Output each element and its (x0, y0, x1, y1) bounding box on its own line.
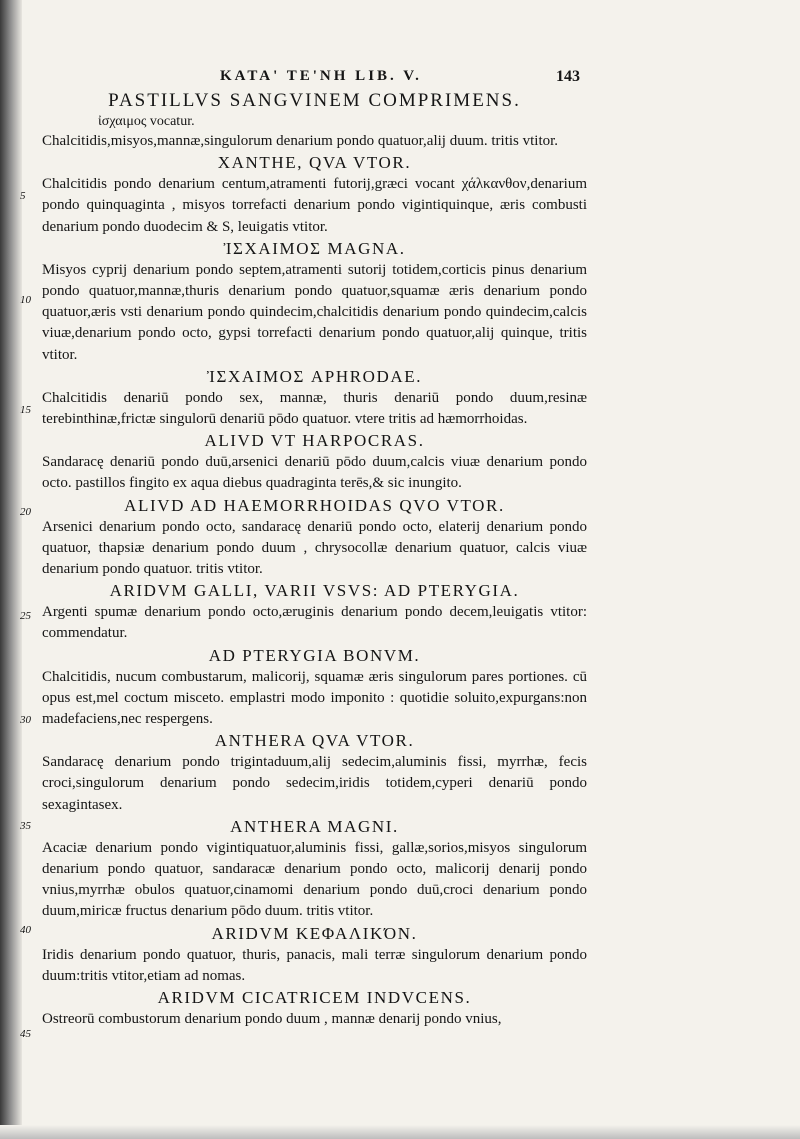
section-heading: ANTHERA MAGNI. (230, 816, 399, 836)
section-heading: ALIVD VT HARPOCRAS. (204, 431, 425, 451)
section-text: Misyos cyprij denarium pondo septem,atramenti sutorij totidem,corticis pinus denarium pondo quatuor,mannæ,thuris denarium pondo quatuor,squamæ æris denarium pondo quatuor,æris vsti denarium pondo quindecim,chalcitidis denarium pondo quindecim,calcis viuæ,denarium pondo octo, gypsi torrefacti denarium pondo quatuor,alij quinque, tritis vtitor. (42, 261, 587, 363)
section-heading: ARIDVM GALLI, VARII VSVS: AD PTERYGIA. (109, 581, 520, 601)
recipe-section (42, 430, 587, 494)
line-number: 45 (20, 1028, 31, 1040)
line-number: 25 (20, 610, 31, 622)
section-heading: ARIDVM CICATRICEM INDVCENS. (157, 988, 472, 1008)
line-number: 20 (20, 506, 31, 518)
recipe-section (42, 580, 587, 644)
running-title: KATA' TE'NH LIB. V. (220, 68, 422, 84)
recipe-section (42, 816, 587, 923)
line-number: 10 (20, 294, 31, 306)
recipe-section (42, 366, 587, 430)
line-number: 40 (20, 924, 31, 936)
line-number: 35 (20, 820, 31, 832)
section-heading: AD PTERYGIA BONVM. (208, 645, 421, 665)
section-text: Argenti spumæ denarium pondo octo,æruginis denarium pondo decem,leuigatis vtitor: commendatur. (42, 604, 587, 642)
section-text: Sandaracę denariū pondo duū,arsenici denariū pōdo duum,calcis viuæ denarium pondo octo. pastillos fingito ex aqua diebus quadraginta terēs,& sic inungito. (42, 454, 587, 492)
recipe-section (42, 645, 587, 731)
running-header (110, 68, 580, 90)
recipe-section (42, 152, 587, 238)
page-gutter-shadow (0, 0, 22, 1139)
section-heading: ARIDVM ΚΕΦΑΛΙΚΌΝ. (211, 923, 418, 943)
recipe-section (42, 495, 587, 581)
line-number: 15 (20, 404, 31, 416)
section-text: Chalcitidis pondo denarium centum,atramenti futorij,græci vocant χάλκανθον,denarium pondo quinquaginta , misyos torrefacti denarium pondo vigintiquinque, æris combusti denarium pondo duodecim & S, leuigatis vtitor. (42, 176, 587, 235)
section-text: Arsenici denarium pondo octo, sandaracę denariū pondo octo, elaterij denarium pondo quatuor, thapsiæ denarium pondo duum , chrysocollæ denarium quatuor, calcis viuæ denarium pondo quatuor. tritis vtitor. (42, 518, 587, 578)
section-text: Chalcitidis, nucum combustarum, malicorij, squamæ æris singulorum pares portiones. cū opus est,mel coctum misceto. emplastri modo imponito : quotidie soluito,expurgans:non madefaciens,nec respergens. (42, 668, 587, 728)
section-text: Iridis denarium pondo quatuor, thuris, panacis, mali terræ singulorum denarium pondo duum:tritis vtitor,etiam ad nomas. (42, 946, 587, 984)
section-heading: ANTHERA QVA VTOR. (214, 731, 415, 751)
section-text: Acaciæ denarium pondo vigintiquatuor,aluminis fissi, gallæ,sorios,misyos singulorum denarium pondo quatuor, sandaracæ denarium pondo octo, malicorij denarij pondo vnius,myrrhæ obulos quatuor,cinamomi denarium pondo duū,croci denarium pondo duum,miricæ fructus denarium pōdo duum. tritis vtitor. (42, 839, 587, 920)
section-text: Sandaracę denarium pondo trigintaduum,alij sedecim,aluminis fissi, myrrhæ, fecis croci,singulorum denarium pondo sedecim,iridis totidem,cyperi denariū pondo sexagintasex. (42, 754, 587, 813)
section-subline: ἰσχαιμος vocatur. (98, 114, 195, 129)
recipe-section (42, 730, 587, 816)
section-heading: XANTHE, QVA VTOR. (217, 153, 412, 173)
line-number: 30 (20, 714, 31, 726)
recipe-section (42, 90, 587, 152)
page-number: 143 (556, 68, 580, 85)
recipe-section (42, 923, 587, 987)
recipe-section (42, 987, 587, 1030)
page-bottom-edge (0, 1125, 800, 1139)
recipe-text-block (42, 90, 587, 1030)
line-number: 5 (20, 190, 26, 202)
section-text: Chalcitidis denariū pondo sex, mannæ, thuris denariū pondo duum,resinæ terebinthinæ,frictæ singulorū denariū pōdo quatuor. vtere tritis ad hæmorrhoidas. (42, 389, 587, 428)
section-text: Ostreorū combustorum denarium pondo duum , mannæ denarij pondo vnius, (42, 1011, 502, 1028)
section-heading: ἸΣΧΑΙΜΟΣ APHRODAE. (206, 366, 423, 386)
section-heading: ἸΣΧΑΙΜΟΣ MAGNA. (223, 238, 406, 258)
section-heading: ALIVD AD HAEMORRHOIDAS QVO VTOR. (124, 495, 505, 515)
recipe-section (42, 238, 587, 366)
section-text: Chalcitidis,misyos,mannæ,singulorum denarium pondo quatuor,alij duum. tritis vtitor. (42, 133, 559, 149)
section-heading: PASTILLVS SANGVINEM COMPRIMENS. (108, 90, 521, 111)
